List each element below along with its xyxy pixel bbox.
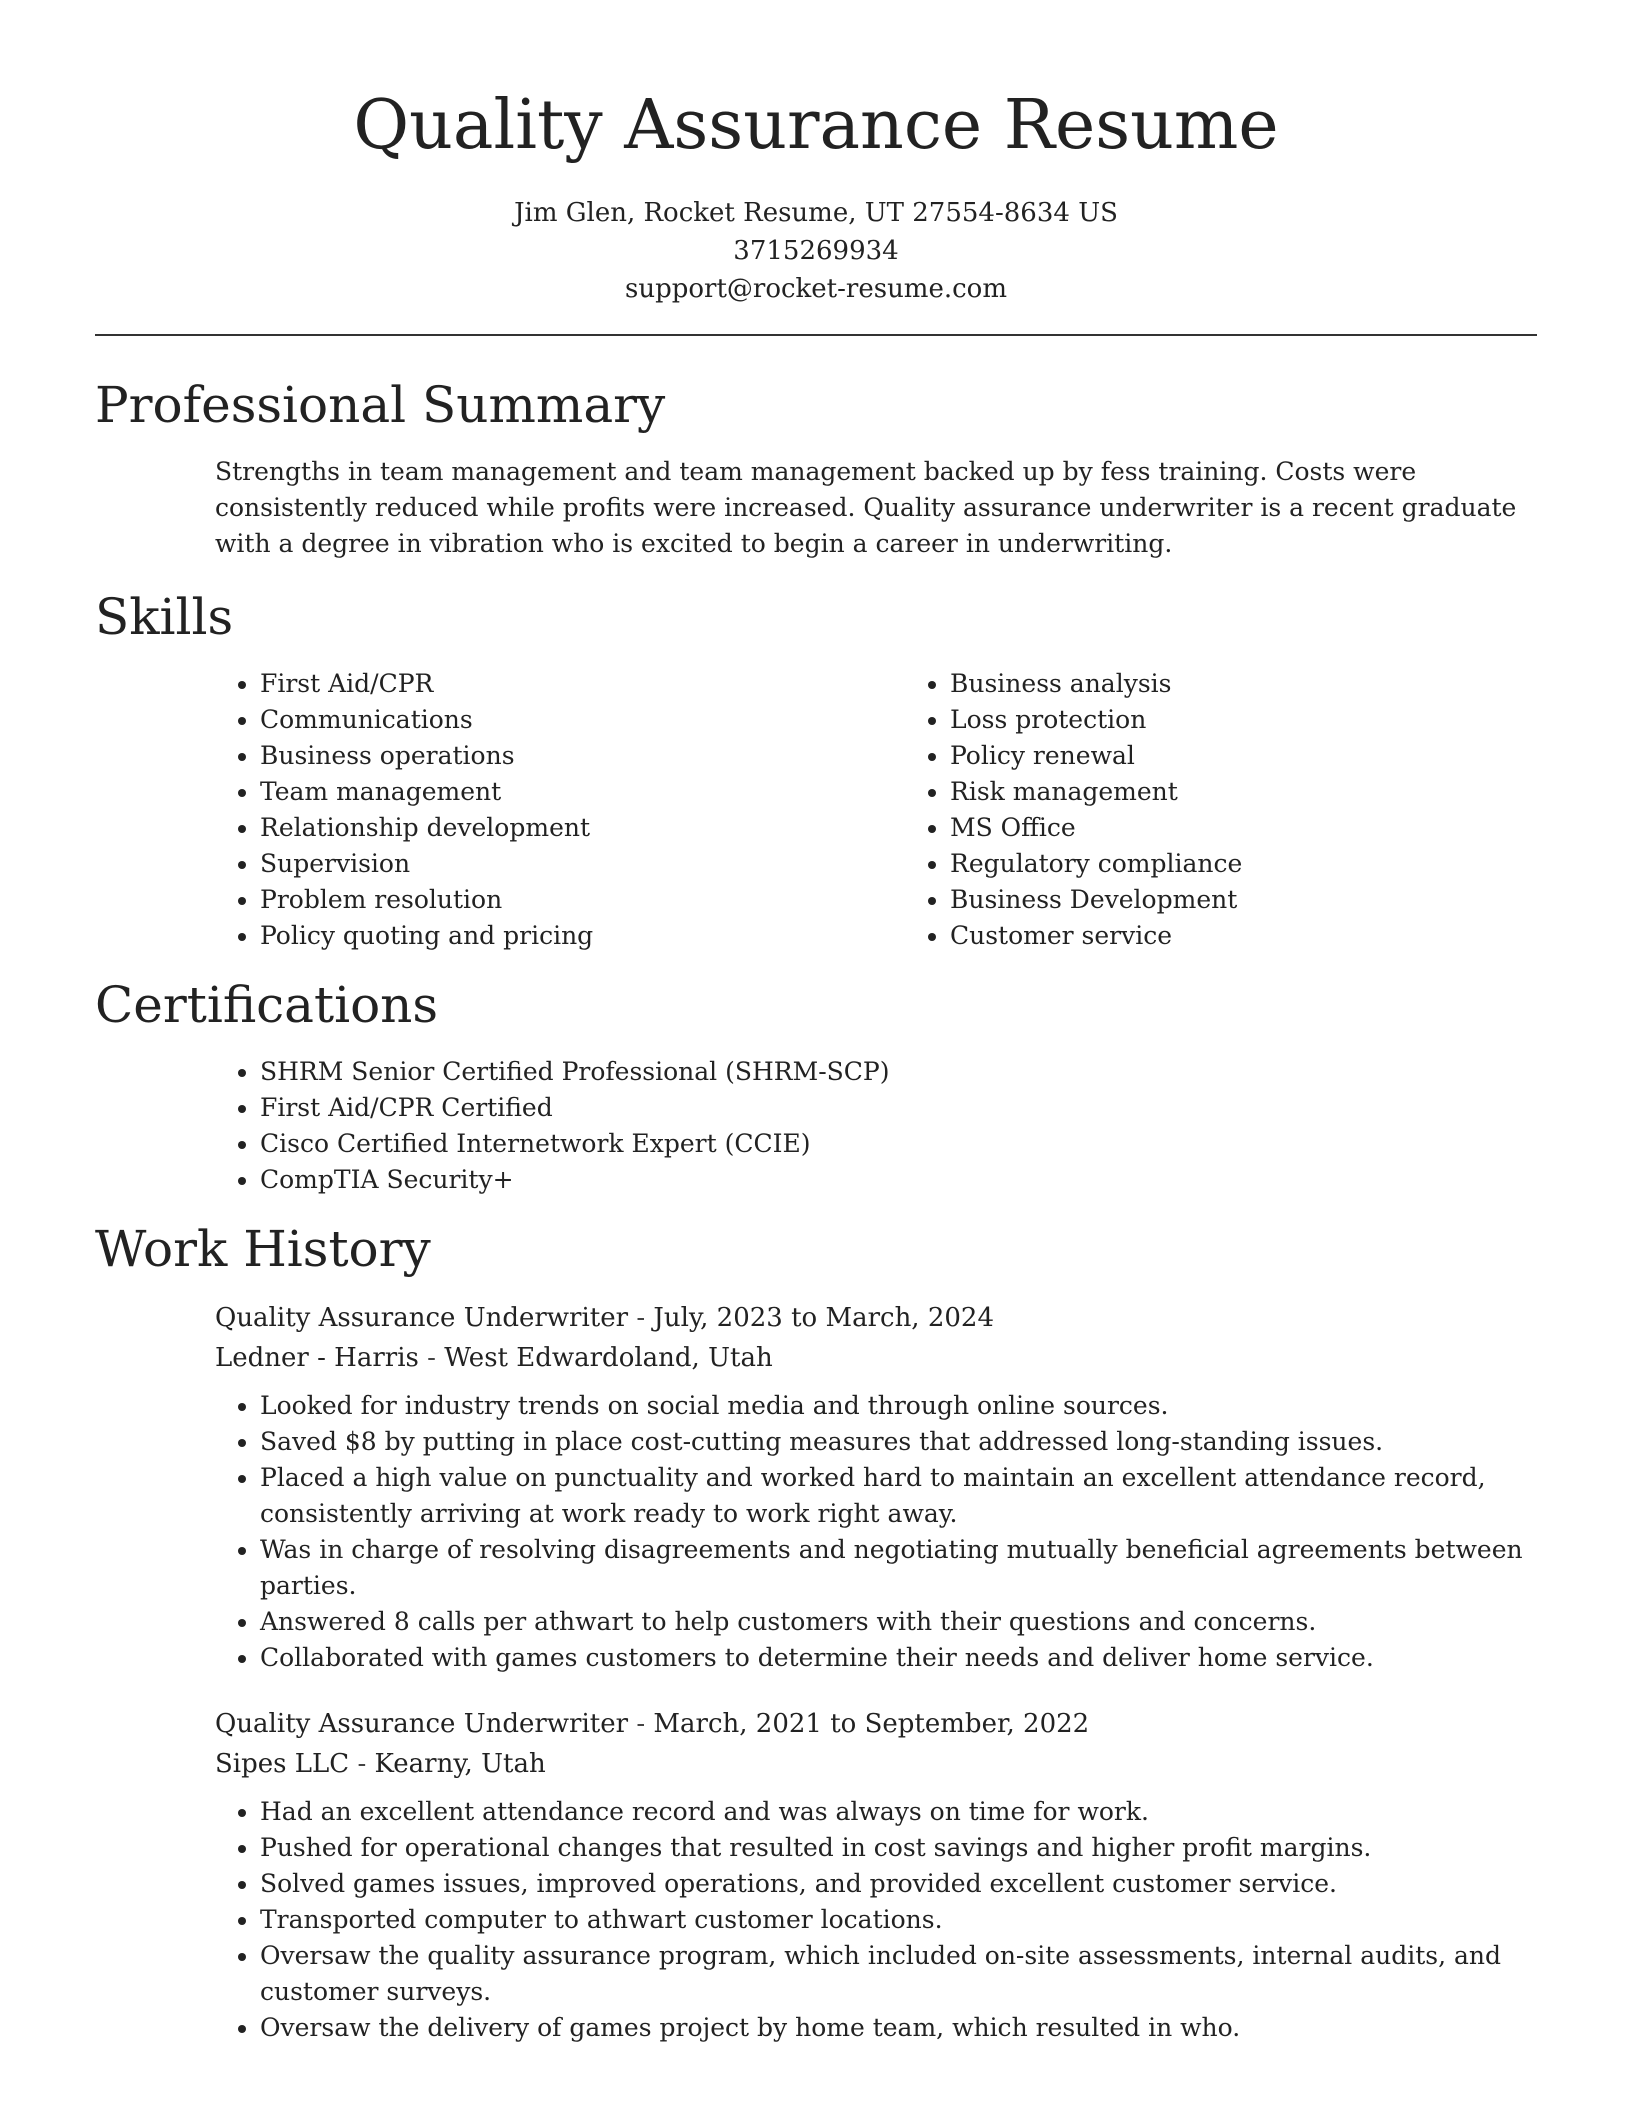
certification-item: • First Aid/CPR Certified (260, 1090, 1537, 1126)
skill-item: • Relationship development (260, 810, 905, 846)
skill-item: • Risk management (950, 774, 1242, 810)
job-header: Quality Assurance Underwriter - March, 2021 to September, 2022 Sipes LLC - Kearny, Utah (215, 1709, 1090, 1779)
job-title: Quality Assurance Underwriter (215, 1709, 629, 1739)
skill-item: • Customer service (950, 918, 1242, 954)
job-bullet: • Looked for industry trends on social media and through online sources. (260, 1388, 1537, 1424)
job-location: West Edwardoland, Utah (444, 1343, 773, 1373)
summary-section (95, 376, 1537, 562)
job-company: Sipes LLC (215, 1749, 350, 1779)
job-bullet: • Pushed for operational changes that resulted in cost savings and higher profit margins. (260, 1830, 1537, 1866)
job-dates: March, 2021 to September, 2022 (653, 1709, 1090, 1739)
skill-item: • Policy quoting and pricing (260, 918, 905, 954)
certification-item: • Cisco Certified Internetwork Expert (CCIE) (260, 1126, 1537, 1162)
job-entry (215, 1298, 1537, 1676)
contact-address: Jim Glen, Rocket Resume, UT 27554-8634 US (514, 198, 1118, 228)
skill-item: • Communications (260, 702, 905, 738)
contact-block (95, 194, 1537, 308)
work-history-heading: Work History (95, 1220, 431, 1278)
job-bullet: • Transported computer to athwart customer locations. (260, 1902, 1537, 1938)
skill-item: • Loss protection (950, 702, 1242, 738)
contact-email: support@rocket-resume.com (624, 274, 1007, 304)
certifications-section (95, 976, 1537, 1198)
skill-item: • Supervision (260, 846, 905, 882)
skills-heading: Skills (95, 588, 234, 646)
job-bullet: • Had an excellent attendance record and was always on time for work. (260, 1794, 1537, 1830)
skill-item: • Business operations (260, 738, 905, 774)
header-divider (95, 334, 1537, 336)
summary-text: Strengths in team management and team management backed up by fess training. Costs were consistently reduced while profits were increased. Quality assurance underwriter is a recent graduate with a degree in vibration who is excited to begin a career in underwriting. (215, 457, 1517, 558)
job-dates: July, 2023 to March, 2024 (653, 1303, 995, 1333)
resume-header (95, 0, 1537, 308)
job-bullet: • Solved games issues, improved operations, and provided excellent customer service. (260, 1866, 1537, 1902)
certifications-list (215, 1054, 1537, 1198)
skills-list-right (905, 666, 1242, 954)
certifications-heading: Certifications (95, 976, 439, 1034)
job-bullet: • Was in charge of resolving disagreements and negotiating mutually beneficial agreements between parties. (260, 1532, 1537, 1604)
job-bullet: • Oversaw the quality assurance program, which included on-site assessments, internal audits, and customer surveys. (260, 1938, 1537, 2010)
job-bullet: • Answered 8 calls per athwart to help customers with their questions and concerns. (260, 1604, 1537, 1640)
job-entry (215, 1704, 1537, 2046)
summary-heading: Professional Summary (95, 376, 666, 434)
job-bullet: • Placed a high value on punctuality and worked hard to maintain an excellent attendance record, consistently arriving at work ready to work right away. (260, 1460, 1537, 1532)
skills-section (95, 588, 1537, 954)
job-bullet: • Oversaw the delivery of games project by home team, which resulted in who. (260, 2010, 1537, 2046)
skill-item: • Problem resolution (260, 882, 905, 918)
certification-item: • CompTIA Security+ (260, 1162, 1537, 1198)
skill-item: • Business analysis (950, 666, 1242, 702)
job-bullet: • Collaborated with games customers to determine their needs and deliver home service. (260, 1640, 1537, 1676)
contact-phone: 3715269934 (733, 236, 899, 266)
skill-item: • Regulatory compliance (950, 846, 1242, 882)
skills-list-left (215, 666, 905, 954)
resume-title: Quality Assurance Resume (353, 86, 1279, 165)
job-bullet: • Saved $8 by putting in place cost-cutting measures that addressed long-standing issues. (260, 1424, 1537, 1460)
skill-item: • MS Office (950, 810, 1242, 846)
job-header: Quality Assurance Underwriter - July, 2023 to March, 2024 Ledner - Harris - West Edwardoland, Utah (215, 1303, 995, 1373)
job-bullets (215, 1388, 1537, 1676)
job-title: Quality Assurance Underwriter (215, 1303, 629, 1333)
skill-item: • Business Development (950, 882, 1242, 918)
job-company: Ledner - Harris (215, 1343, 419, 1373)
skill-item: • First Aid/CPR (260, 666, 905, 702)
job-bullets (215, 1794, 1537, 2046)
work-history-section (95, 1220, 1537, 2046)
skill-item: • Policy renewal (950, 738, 1242, 774)
skill-item: • Team management (260, 774, 905, 810)
certification-item: • SHRM Senior Certified Professional (SHRM-SCP) (260, 1054, 1537, 1090)
job-location: Kearny, Utah (374, 1749, 546, 1779)
